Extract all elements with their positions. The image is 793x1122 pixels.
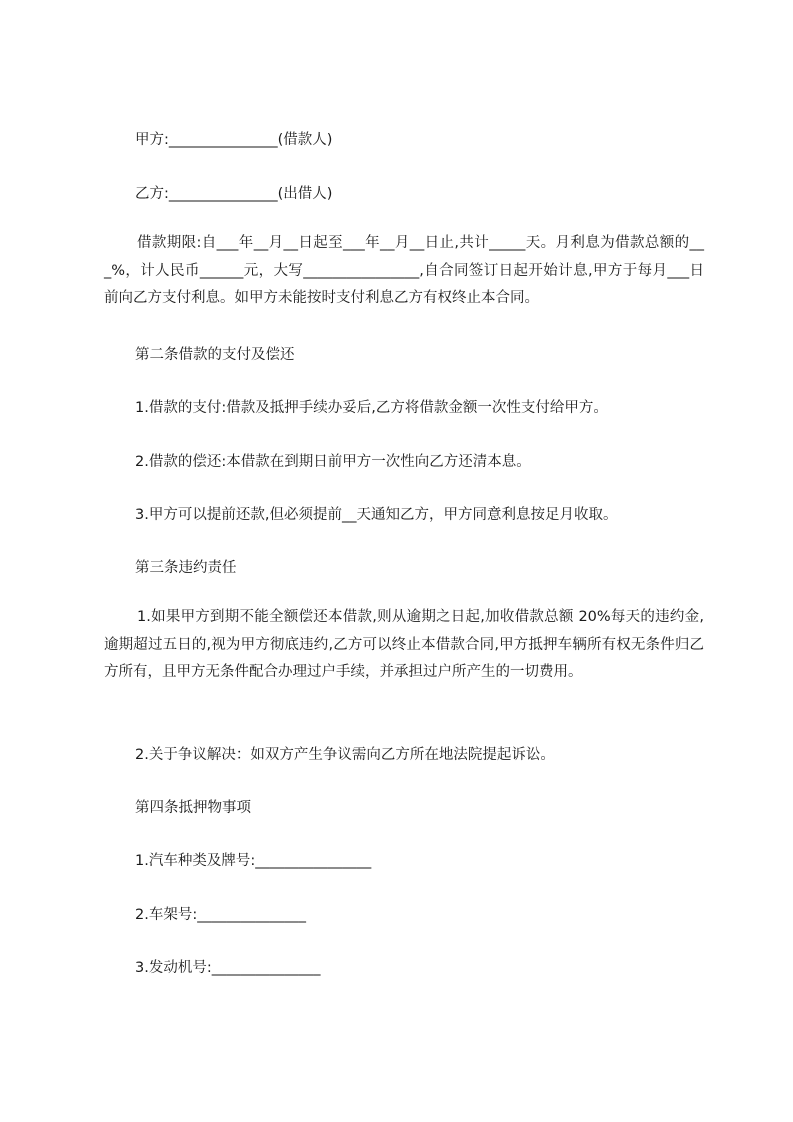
article-4-item-2: 2.车架号:_______________ — [135, 907, 306, 923]
article-3-item-1: 1.如果甲方到期不能全额偿还本借款,则从逾期之日起,加收借款总额 20%每天的违约金,逾期超过五日的,视为甲方彻底违约,乙方可以终止本借款合同,甲方抵押车辆所有权无条件归乙方所有，且甲方无条件配合办理过户手续，并承担过户所产生的一切费用。 — [104, 609, 704, 680]
article-2-item-1: 1.借款的支付:借款及抵押手续办妥后,乙方将借款金额一次性支付给甲方。 — [135, 400, 608, 416]
party-b-line: 乙方:_______________(出借人) — [135, 186, 333, 202]
article-3-item-2: 2.关于争议解决：如双方产生争议需向乙方所在地法院提起诉讼。 — [135, 747, 555, 763]
article-2-item-3: 3.甲方可以提前还款,但必须提前__天通知乙方，甲方同意利息按足月收取。 — [135, 507, 618, 523]
party-a-line: 甲方:_______________(借款人) — [135, 132, 333, 148]
article-2-item-2: 2.借款的偿还:本借款在到期日前甲方一次性向乙方还清本息。 — [135, 454, 531, 470]
article-2-title: 第二条借款的支付及偿还 — [135, 347, 295, 363]
article-3-title: 第三条违约责任 — [135, 560, 237, 576]
article-4-item-3: 3.发动机号:_______________ — [135, 960, 321, 976]
article-4-item-1: 1.汽车种类及牌号:________________ — [135, 853, 372, 869]
article-4-title: 第四条抵押物事项 — [135, 800, 251, 816]
loan-term-paragraph: 借款期限:自___年__月__日起至___年__月__日止,共计_____天。月利息为借款总额的___%，计人民币______元，大写________________,自合同签订日起开始计息,甲方于每月___日前向乙方支付利息。如甲方未能按时支付利息乙方有权终止本合同。 — [104, 235, 704, 306]
